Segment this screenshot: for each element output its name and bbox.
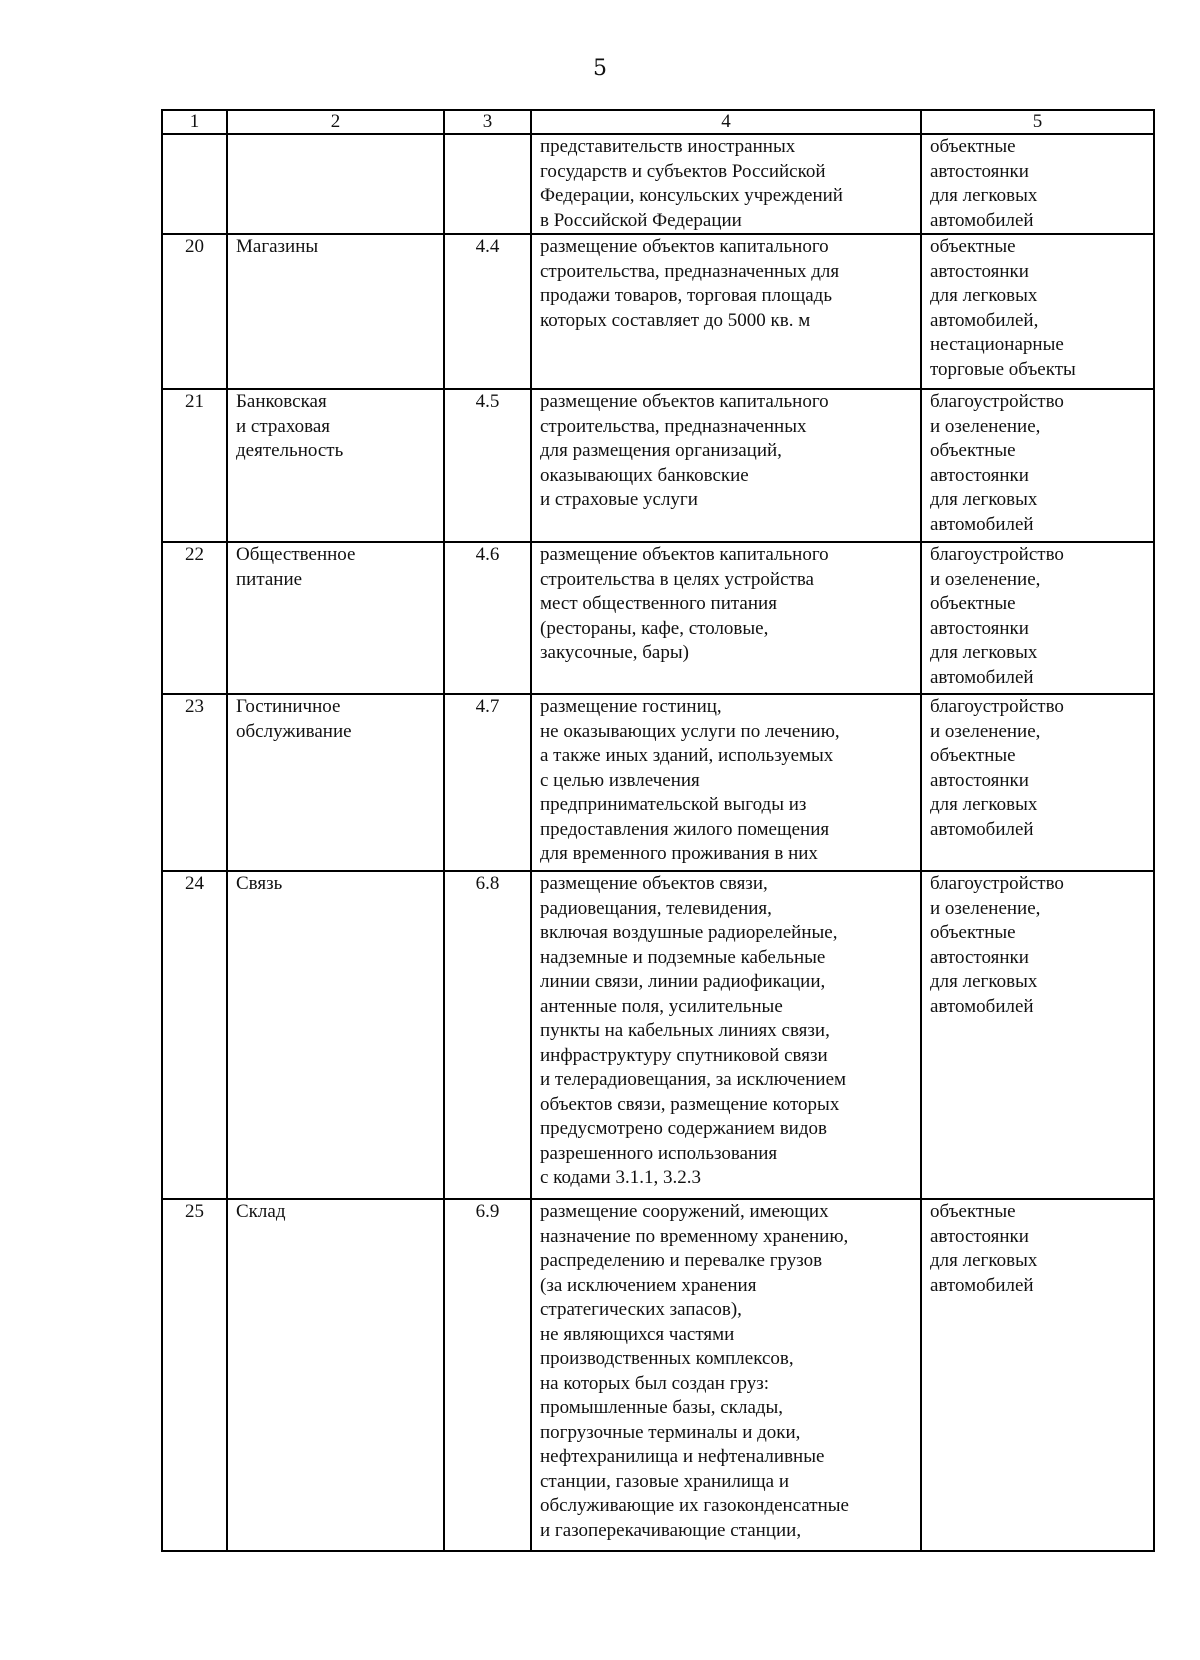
land-use-description: размещение объектов капитального строительства, предназначенных для размещения организаций, оказывающих банковские и страховые услуги [531,389,921,542]
auxiliary-uses: благоустройство и озеленение, объектные автостоянки для легковых автомобилей [921,871,1154,1199]
land-use-name: Общественное питание [227,542,444,694]
land-use-code [444,134,531,234]
land-use-code: 6.8 [444,871,531,1199]
table-row [162,542,1154,694]
land-use-table [161,109,1155,1552]
row-number: 24 [162,871,227,1199]
auxiliary-uses: благоустройство и озеленение, объектные автостоянки для легковых автомобилей [921,389,1154,542]
land-use-code: 4.6 [444,542,531,694]
land-use-name [227,134,444,234]
header-col-2: 2 [227,110,444,134]
land-use-description: размещение сооружений, имеющих назначение по временному хранению, распределению и перевалке грузов (за исключением хранения стратегических запасов), не являющихся частями производственных комплексов, на которых был создан груз: промышленные базы, склады, погрузочные терминалы и доки, нефтехранилища и нефтеналивные станции, газовые хранилища и обслуживающие их газоконденсатные и газоперекачивающие станции, [531,1199,921,1551]
header-col-4: 4 [531,110,921,134]
land-use-code: 4.4 [444,234,531,389]
land-use-name: Склад [227,1199,444,1551]
table-row [162,871,1154,1199]
row-number [162,134,227,234]
header-col-1: 1 [162,110,227,134]
land-use-description: размещение гостиниц, не оказывающих услуги по лечению, а также иных зданий, используемых с целью извлечения предпринимательской выгоды из предоставления жилого помещения для временного проживания в них [531,694,921,871]
row-number: 20 [162,234,227,389]
land-use-code: 4.7 [444,694,531,871]
auxiliary-uses: объектные автостоянки для легковых автомобилей [921,134,1154,234]
land-use-name: Магазины [227,234,444,389]
table-row [162,234,1154,389]
land-use-name: Гостиничное обслуживание [227,694,444,871]
land-use-description: размещение объектов связи, радиовещания, телевидения, включая воздушные радиорелейные, надземные и подземные кабельные линии связи, линии радиофикации, антенные поля, усилительные пункты на кабельных линиях связи, инфраструктуру спутниковой связи и телерадиовещания, за исключением объектов связи, размещение которых предусмотрено содержанием видов разрешенного использования с кодами 3.1.1, 3.2.3 [531,871,921,1199]
row-number: 22 [162,542,227,694]
header-col-3: 3 [444,110,531,134]
page-number: 5 [593,56,607,81]
row-number: 23 [162,694,227,871]
land-use-description: размещение объектов капитального строительства, предназначенных для продажи товаров, торговая площадь которых составляет до 5000 кв. м [531,234,921,389]
land-use-name: Связь [227,871,444,1199]
land-use-description: размещение объектов капитального строительства в целях устройства мест общественного питания (рестораны, кафе, столовые, закусочные, бары) [531,542,921,694]
row-number: 25 [162,1199,227,1551]
table-header-row [162,110,1154,134]
row-number: 21 [162,389,227,542]
land-use-name: Банковская и страховая деятельность [227,389,444,542]
table-row [162,1199,1154,1551]
auxiliary-uses: объектные автостоянки для легковых автомобилей, нестационарные торговые объекты [921,234,1154,389]
auxiliary-uses: благоустройство и озеленение, объектные автостоянки для легковых автомобилей [921,542,1154,694]
auxiliary-uses: благоустройство и озеленение, объектные автостоянки для легковых автомобилей [921,694,1154,871]
table-row [162,694,1154,871]
land-use-description: представительств иностранных государств и субъектов Российской Федерации, консульских учреждений в Российской Федерации [531,134,921,234]
land-use-code: 6.9 [444,1199,531,1551]
table-row [162,389,1154,542]
table-row [162,134,1154,234]
auxiliary-uses: объектные автостоянки для легковых автомобилей [921,1199,1154,1551]
header-col-5: 5 [921,110,1154,134]
land-use-code: 4.5 [444,389,531,542]
